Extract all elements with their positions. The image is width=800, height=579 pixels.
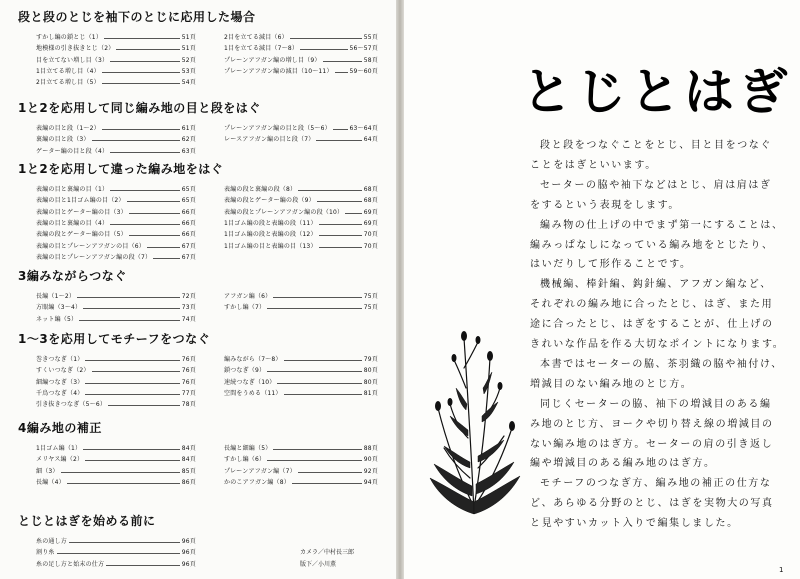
toc-entry-page: 96頁: [181, 538, 196, 545]
toc-leader-line: [129, 235, 180, 236]
toc-entry-title: 1目立てる増し目（4）: [36, 67, 100, 75]
toc-entry: [36, 229, 196, 240]
essay-line: 同じくセーターの脇、袖下の増減目のある編: [540, 398, 772, 410]
toc-entry-title: 巻きつなぎ（1）: [36, 356, 84, 363]
toc-leader-line: [83, 308, 180, 309]
essay-line: と見やすいカット入りで編集しました。: [530, 518, 739, 530]
credit-camera: カメラ／中村長三郎: [300, 549, 355, 556]
toc-entry-title: 表編の段とゲーター編の目（5）: [36, 231, 127, 239]
toc-entry: [224, 388, 378, 399]
toc-entry-page: 53頁: [181, 67, 196, 75]
toc-leader-line: [102, 72, 180, 73]
toc-entry: [224, 184, 378, 195]
toc-leader-line: [333, 129, 348, 130]
toc-leader-line: [292, 483, 362, 484]
essay-line: 機械編、棒針編、鈎針編、アフガン編など、: [540, 279, 772, 291]
toc-leader-line: [267, 460, 362, 461]
toc-entry: [224, 354, 378, 365]
essay-line: それぞれの編み地に合ったとじ、はぎ、また用: [530, 299, 774, 311]
toc-leader-line: [319, 224, 362, 225]
toc-entry: [224, 365, 378, 376]
toc-entry: [36, 218, 196, 229]
toc-leader-line: [85, 394, 179, 395]
toc-entry-page: 51頁: [181, 34, 196, 41]
toc-entry: [224, 195, 378, 206]
toc-leader-line: [92, 140, 180, 141]
toc-entry-page: 94頁: [363, 478, 378, 486]
toc-leader-line: [102, 129, 180, 130]
toc-section-heading: 1と2を応用して違った編み地をはぐ: [18, 162, 224, 176]
toc-entry-title: 表編の目とプレーンアフガンの目（6）: [36, 242, 145, 250]
toc-leader-line: [319, 247, 362, 248]
toc-entry: [36, 354, 196, 365]
toc-section-heading: 1と2を応用して同じ編み地の目と段をはぐ: [18, 101, 261, 115]
toc-entry: [224, 32, 378, 43]
toc-leader-line: [85, 360, 179, 361]
toc-entry-page: 76頁: [181, 367, 196, 375]
toc-entry-title: プレーンアフガン編の減目（10〜11）: [224, 67, 333, 75]
toc-entry: [224, 229, 378, 240]
toc-entry-title: メリヤス編（2）: [36, 456, 84, 464]
toc-leader-line: [116, 49, 179, 50]
toc-leader-line: [267, 308, 362, 309]
toc-entry-title: 細編つなぎ（3）: [36, 378, 84, 386]
toc-section-heading: 4編み地の補正: [18, 421, 102, 435]
toc-entry-page: 69頁: [363, 208, 378, 216]
essay-title: とじとはぎ: [522, 63, 792, 121]
toc-leader-line: [85, 460, 180, 461]
toc-leader-line: [77, 297, 180, 298]
toc-leader-line: [147, 247, 180, 248]
toc-entry-page: 59〜60頁: [349, 67, 378, 75]
toc-entry-page: 79頁: [363, 356, 378, 363]
toc-entry: [36, 55, 196, 66]
toc-entry-title: 編みながら（7〜8）: [224, 356, 282, 363]
toc-entry-page: 66頁: [181, 231, 196, 239]
toc-entry: [224, 134, 378, 145]
toc-entry: [36, 184, 196, 195]
toc-entry-page: 76頁: [181, 378, 196, 386]
toc-entry: [224, 43, 378, 54]
toc-entry: [36, 314, 196, 325]
toc-section-heading: とじとはぎを始める前に: [18, 514, 156, 528]
essay-line: 途に合ったとじ、はぎをすることが、仕上げの: [530, 319, 774, 331]
toc-entry-page: 85頁: [181, 467, 196, 475]
toc-entry: [36, 207, 196, 218]
toc-entry-title: 1目ゴム編（1）: [36, 445, 82, 452]
toc-entry: [36, 443, 196, 454]
toc-leader-line: [127, 201, 180, 202]
essay-line: はいだりして形作ることです。: [530, 259, 692, 271]
toc-entry-title: すかし編（7）: [224, 304, 266, 312]
toc-entry: [36, 241, 196, 252]
toc-entry-title: 長編（4）: [36, 478, 65, 486]
toc-leader-line: [110, 152, 180, 153]
toc-entry-page: 61頁: [181, 125, 196, 132]
toc-entry-page: 62頁: [181, 136, 196, 144]
toc-leader-line: [273, 449, 361, 450]
essay-line: 編み物の仕上げの中でまず第一にすることは、: [540, 219, 784, 231]
toc-entry-page: 56〜57頁: [349, 45, 378, 53]
toc-entry-page: 65頁: [181, 186, 196, 193]
toc-entry: [36, 466, 196, 477]
toc-entry-title: 2目を立てる減目（6）: [224, 34, 288, 41]
toc-entry: [36, 43, 196, 54]
toc-entry-title: 表編の目とプレーンアフガン編の段（7）: [36, 253, 152, 261]
toc-entry-title: 割り糸: [36, 549, 55, 557]
essay-line: 本書ではセーターの脇、茶羽織の脇や袖付け、: [540, 358, 783, 370]
toc-entry-page: 58頁: [363, 56, 378, 64]
toc-leader-line: [106, 565, 180, 566]
toc-leader-line: [300, 49, 347, 50]
toc-entry: [224, 443, 378, 454]
toc-entry: [36, 454, 196, 465]
essay-line: 増減目のない編み地のとじ方。: [530, 378, 693, 390]
toc-entry-title: 表編の目とゲーター編の目（3）: [36, 208, 127, 216]
toc-leader-line: [67, 483, 180, 484]
toc-entry: [36, 66, 196, 77]
toc-leader-line: [110, 224, 180, 225]
toc-entry-title: 1目ゴム編の段と表編の段（12）: [224, 231, 317, 239]
toc-entry-title: 表編の段と裏編の段（8）: [224, 186, 297, 193]
toc-entry-title: すかし編（6）: [224, 456, 266, 464]
toc-leader-line: [323, 61, 362, 62]
toc-entry: [224, 454, 378, 465]
toc-entry-title: ゲーター編の目と段（4）: [36, 147, 109, 155]
toc-leader-line: [102, 83, 180, 84]
toc-entry-title: プレーンアフガン編の増し目（9）: [224, 56, 321, 64]
toc-leader-line: [284, 394, 362, 395]
toc-leader-line: [317, 201, 362, 202]
toc-entry-page: 68頁: [363, 186, 378, 193]
toc-entry: [224, 123, 378, 134]
toc-entry: [224, 207, 378, 218]
toc-entry-page: 88頁: [363, 445, 378, 452]
toc-entry-title: レースアフガン編の目と段（7）: [224, 136, 315, 144]
essay-line: ことをはぎといいます。: [530, 159, 657, 171]
toc-entry: [224, 241, 378, 252]
toc-entry-page: 63頁: [181, 147, 196, 155]
toc-entry-title: アフガン編（6）: [224, 293, 272, 300]
essay-line: モチーフのつなぎ方、編み地の補正の仕方な: [540, 478, 772, 490]
toc-entry-page: 72頁: [181, 293, 196, 300]
toc-entry-page: 76頁: [181, 356, 196, 363]
toc-entry: [224, 218, 378, 229]
essay-line: 編や増減目のある編み地のはぎ方。: [530, 458, 716, 470]
toc-entry-title: 長編と細編（5）: [224, 445, 272, 452]
toc-entry: [36, 547, 196, 558]
toc-entry-page: 77頁: [181, 389, 196, 397]
toc-section-heading: 3編みながらつなぐ: [18, 269, 127, 283]
toc-entry-title: 目を立てない増し目（3）: [36, 56, 109, 64]
toc-leader-line: [79, 320, 180, 321]
toc-leader-line: [108, 405, 180, 406]
toc-leader-line: [345, 213, 362, 214]
toc-entry-page: 70頁: [363, 242, 378, 250]
toc-entry: [36, 302, 196, 313]
toc-entry-title: 空間をうめる（11）: [224, 389, 282, 397]
toc-entry-title: 表編の段とゲーター編の段（9）: [224, 197, 315, 205]
essay-line: み地のとじ方、ヨークや切り替え線の増減目の: [530, 418, 774, 430]
toc-entry-page: 74頁: [181, 315, 196, 323]
toc-leader-line: [85, 383, 179, 384]
toc-entry: [36, 146, 196, 157]
toc-entry-page: 92頁: [363, 467, 378, 475]
toc-entry-title: すくいつなぎ（2）: [36, 367, 90, 375]
toc-entry: [36, 77, 196, 88]
essay-line: をするという表現をします。: [530, 199, 680, 211]
essay-line: ど、あらゆる分野のとじ、はぎを実物大の写真: [530, 498, 774, 510]
toc-entry: [36, 399, 196, 410]
toc-leader-line: [277, 383, 361, 384]
toc-entry-title: 表編の段とプレーンアフガン編の段（10）: [224, 208, 344, 216]
toc-leader-line: [298, 472, 362, 473]
toc-entry-page: 64頁: [363, 136, 378, 144]
toc-entry-page: 80頁: [363, 378, 378, 386]
toc-section-heading: 段と段のとじを袖下のとじに応用した場合: [18, 10, 256, 24]
toc-entry-title: 表編の目と裏編の目（4）: [36, 219, 109, 227]
page-number: 1: [779, 566, 784, 574]
toc-entry: [36, 388, 196, 399]
toc-entry-title: 表編の目と段（1〜2）: [36, 125, 100, 132]
toc-entry-title: プレーンアフガン編の目と段（5〜6）: [224, 125, 331, 132]
toc-entry: [36, 32, 196, 43]
toc-entry-page: 96頁: [181, 560, 196, 568]
toc-entry: [36, 377, 196, 388]
toc-entry: [224, 291, 378, 302]
toc-entry-title: すかし編の鎖とじ（1）: [36, 34, 103, 41]
toc-leader-line: [61, 472, 180, 473]
toc-entry-page: 51頁: [181, 45, 196, 53]
toc-leader-line: [319, 235, 362, 236]
toc-entry-page: 68頁: [363, 197, 378, 205]
toc-leader-line: [110, 61, 180, 62]
toc-leader-line: [83, 449, 180, 450]
toc-entry-page: 54頁: [181, 79, 196, 87]
toc-leader-line: [298, 190, 362, 191]
toc-entry-page: 66頁: [181, 219, 196, 227]
plant-illustration: [424, 318, 524, 518]
toc-entry-page: 81頁: [363, 389, 378, 397]
toc-entry-title: 1目ゴム編の目と表編の目（13）: [224, 242, 317, 250]
toc-leader-line: [335, 72, 348, 73]
toc-entry-page: 75頁: [363, 304, 378, 312]
toc-entry-title: 裏編の目と段（3）: [36, 136, 90, 144]
toc-entry-title: かのこアフガン編（8）: [224, 478, 290, 486]
toc-entry: [36, 559, 196, 570]
toc-entry-page: 65頁: [181, 197, 196, 205]
toc-entry-title: プレーンアフガン編（7）: [224, 467, 296, 475]
toc-entry-title: 糸の通し方: [36, 538, 68, 545]
toc-entry-title: 地模様の引き抜きとじ（2）: [36, 45, 115, 53]
toc-entry-title: 方眼編（3〜4）: [36, 304, 82, 312]
toc-entry: [224, 55, 378, 66]
toc-entry-title: 1目を立てる減目（7〜8）: [224, 45, 299, 53]
toc-entry-page: 84頁: [181, 445, 196, 452]
toc-entry-title: 千鳥つなぎ（4）: [36, 389, 84, 397]
toc-section-heading: 1〜3を応用してモチーフをつなぐ: [18, 332, 211, 346]
toc-entry: [224, 377, 378, 388]
toc-entry-page: 96頁: [181, 549, 196, 557]
toc-entry-page: 67頁: [181, 242, 196, 250]
toc-entry: [36, 365, 196, 376]
toc-entry: [36, 134, 196, 145]
toc-leader-line: [267, 371, 362, 372]
toc-entry: [224, 66, 378, 77]
toc-leader-line: [104, 38, 180, 39]
essay-line: きれいな作品を作る大切なポイントになります。: [530, 339, 785, 350]
toc-entry-page: 69頁: [363, 219, 378, 227]
toc-entry-page: 78頁: [181, 401, 196, 409]
toc-entry-title: 引き抜きつなぎ（5〜6）: [36, 401, 107, 409]
toc-entry-title: 長編（1〜2）: [36, 293, 76, 300]
essay-line: ない編み地のはぎ方。セーターの肩の引き返し: [530, 438, 774, 450]
essay-line: 段と段をつなぐことをとじ、目と目をつなぐ: [540, 140, 772, 151]
toc-entry-page: 73頁: [181, 304, 196, 312]
credits: [300, 547, 390, 571]
toc-leader-line: [129, 213, 180, 214]
toc-leader-line: [57, 553, 180, 554]
toc-entry-title: ネット編（5）: [36, 315, 78, 323]
toc-entry-title: 表編の目と1目ゴム編の目（2）: [36, 197, 125, 205]
credit-layout: 版下／小川薫: [300, 561, 337, 568]
toc-leader-line: [92, 371, 180, 372]
toc-leader-line: [69, 542, 180, 543]
toc-entry: [36, 195, 196, 206]
toc-entry-title: 1目ゴム編の段と表編の段（11）: [224, 219, 317, 227]
toc-entry: [36, 536, 196, 547]
toc-entry-page: 67頁: [181, 253, 196, 261]
toc-entry-title: 鎖つなぎ（9）: [224, 367, 266, 375]
toc-entry: [36, 252, 196, 263]
toc-entry-page: 80頁: [363, 367, 378, 375]
toc-entry-title: 細（3）: [36, 467, 59, 475]
toc-entry-page: 70頁: [363, 231, 378, 239]
toc-entry-page: 52頁: [181, 56, 196, 64]
toc-entry-title: 糸の足し方と始末の仕方: [36, 560, 105, 568]
toc-entry-page: 55頁: [363, 34, 378, 41]
toc-leader-line: [284, 360, 362, 361]
toc-entry-title: 表編の目と裏編の目（1）: [36, 186, 109, 193]
toc-leader-line: [290, 38, 362, 39]
toc-leader-line: [316, 140, 361, 141]
toc-entry-page: 63〜64頁: [349, 125, 378, 132]
toc-entry-page: 90頁: [363, 456, 378, 464]
toc-entry-page: 84頁: [181, 456, 196, 464]
toc-entry: [36, 123, 196, 134]
toc-entry-page: 86頁: [181, 478, 196, 486]
essay-line: セーターの脇や袖下などはとじ、肩は肩はぎ: [540, 179, 772, 191]
toc-leader-line: [273, 297, 361, 298]
essay-line: 編みっぱなしになっている編み地をとじたり、: [530, 239, 774, 251]
toc-entry: [224, 302, 378, 313]
toc-entry-page: 75頁: [363, 293, 378, 300]
book-gutter: [396, 0, 404, 579]
toc-entry-title: 速続つなぎ（10）: [224, 378, 276, 386]
toc-entry: [224, 477, 378, 488]
toc-entry-page: 66頁: [181, 208, 196, 216]
toc-entry: [36, 477, 196, 488]
toc-entry-title: 2目立てる増し目（5）: [36, 79, 100, 87]
toc-leader-line: [153, 258, 180, 259]
toc-leader-line: [110, 190, 180, 191]
toc-entry: [224, 466, 378, 477]
toc-entry: [36, 291, 196, 302]
